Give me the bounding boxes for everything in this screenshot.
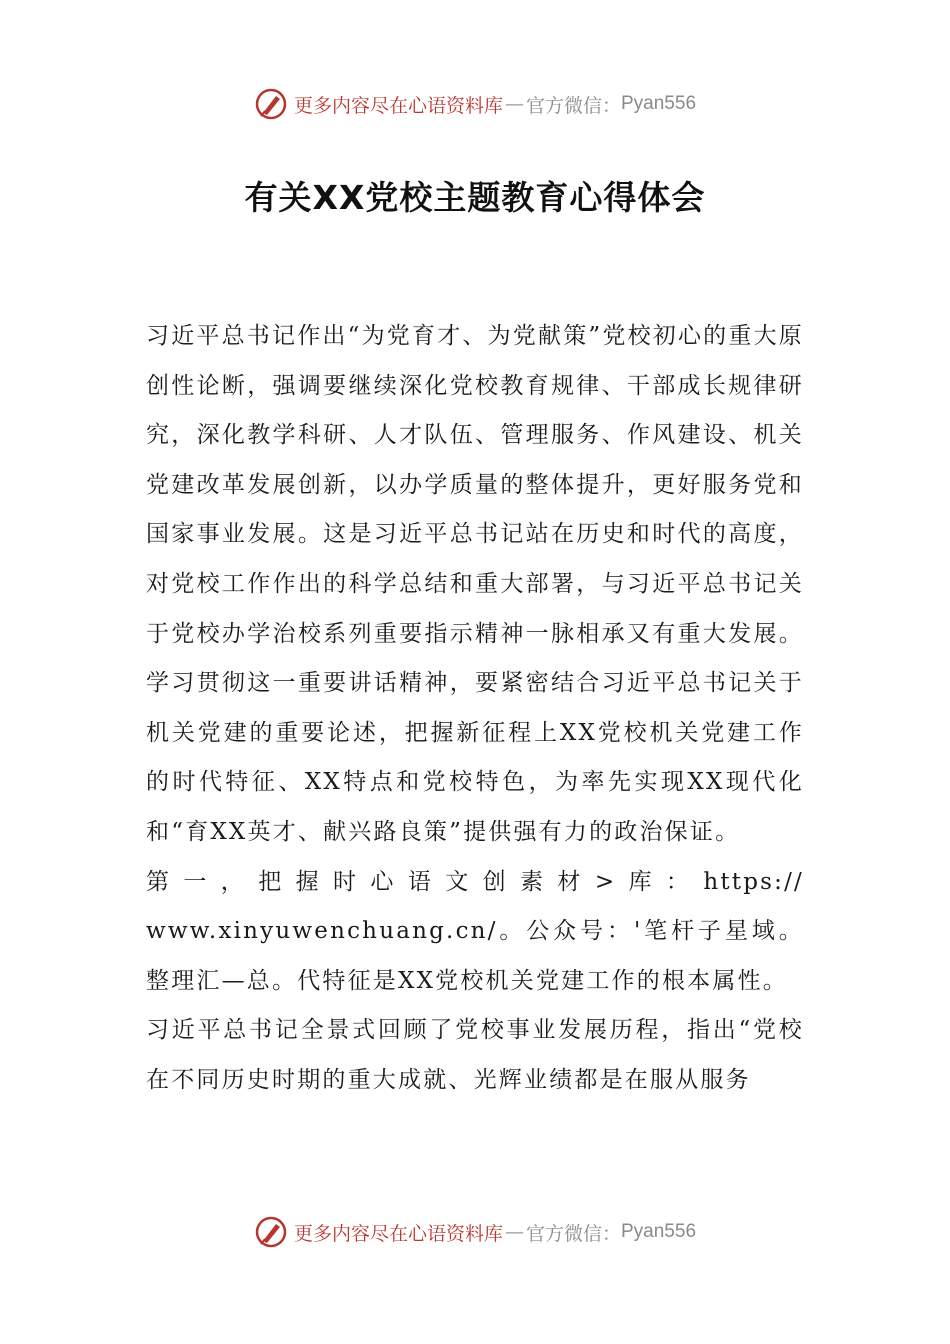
watermark-main-text: 更多内容尽在心语资料库 <box>293 1222 503 1245</box>
quill-logo-icon <box>254 87 288 121</box>
document-body <box>146 312 804 1106</box>
watermark-main-text: 更多内容尽在心语资料库 <box>293 94 503 117</box>
header-watermark <box>0 84 950 124</box>
watermark-sub-text: 官方微信： <box>525 94 621 117</box>
watermark-wechat-id: Pyan556 <box>621 93 697 114</box>
paragraph-2-rest: www.xinyuwenchuang.cn/。公众号：'笔杆子星域。整理汇—总。代特征是XX党校机关党建工作的根本属性。 <box>146 918 804 994</box>
footer-watermark <box>0 1212 950 1252</box>
paragraph-2 <box>146 858 804 1007</box>
watermark-dash: — <box>504 1221 524 1243</box>
watermark-dash: — <box>504 93 524 115</box>
document-title: 有关XX党校主题教育心得体会 <box>244 178 706 217</box>
paragraph-3: 习近平总书记全景式回顾了党校事业发展历程，指出“党校在不同历史时期的重大成就、光辉业绩都是在服从服务 <box>146 1017 804 1093</box>
watermark-sub-text: 官方微信： <box>525 1222 621 1245</box>
watermark-wechat-id: Pyan556 <box>621 1221 697 1242</box>
quill-logo-icon <box>254 1215 288 1249</box>
paragraph-1: 习近平总书记作出“为党育才、为党献策”党校初心的重大原创性论断，强调要继续深化党校教育规律、干部成长规律研究，深化教学科研、人才队伍、管理服务、作风建设、机关党建改革发展创新，以办学质量的整体提升，更好服务党和国家事业发展。这是习近平总书记站在历史和时代的高度，对党校工作作出的科学总结和重大部署，与习近平总书记关于党校办学治校系列重要指示精神一脉相承又有重大发展。学习贯彻这一重要讲话精神，要紧密结合习近平总书记关于机关党建的重要论述，把握新征程上XX党校机关党建工作的时代特征、XX特点和党校特色，为率先实现XX现代化和“育XX英才、献兴路良策”提供强有力的政治保证。 <box>146 323 804 845</box>
paragraph-2-first-line: 第一，把握时心语文创素材>库：https:// <box>146 868 804 895</box>
